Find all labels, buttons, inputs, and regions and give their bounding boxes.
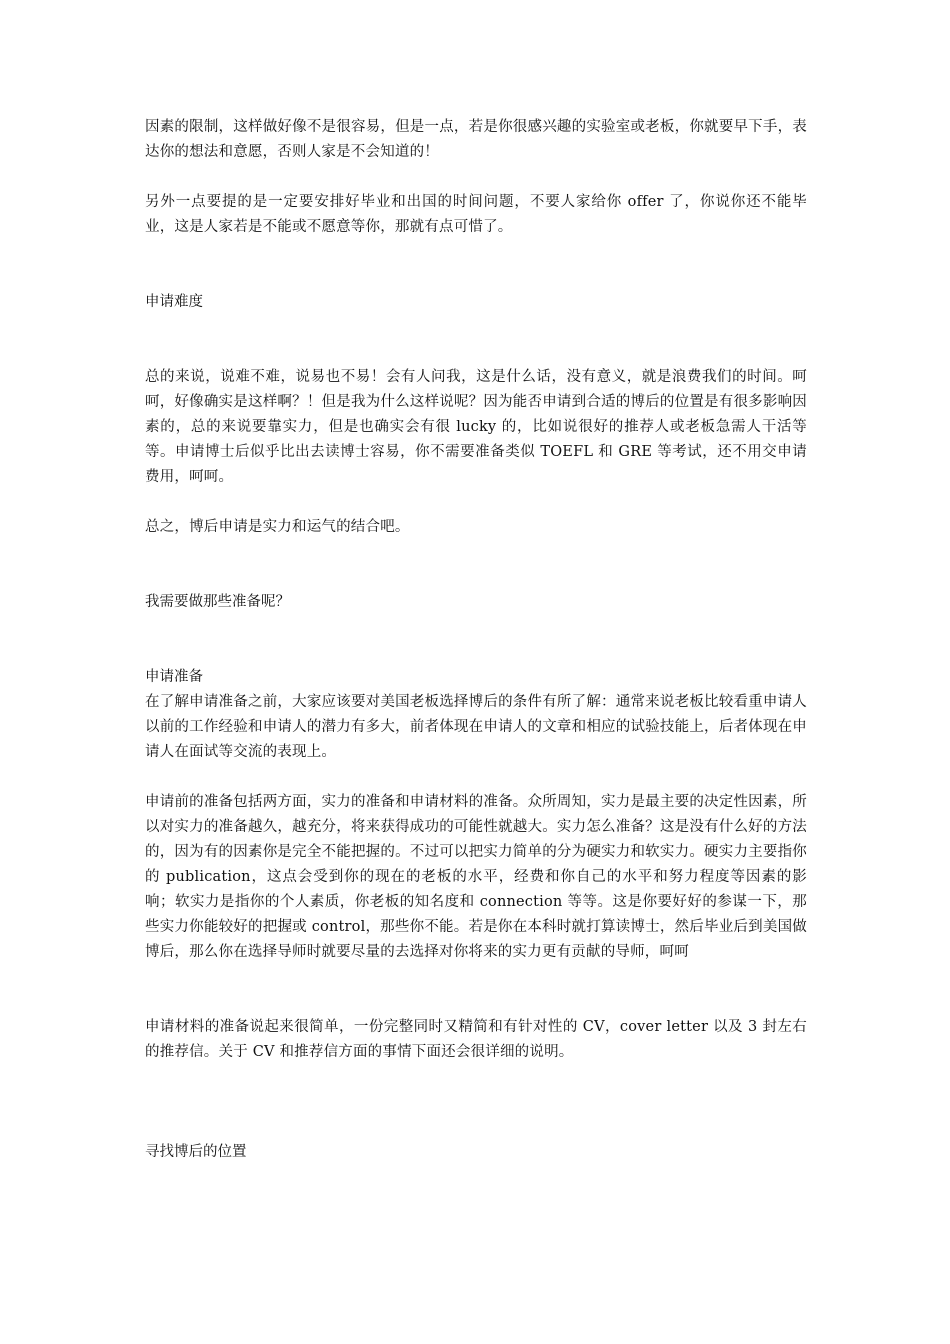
section-heading-preparation: 申请准备 (145, 669, 203, 685)
paragraph-conclusion: 总之，博后申请是实力和运气的结合吧。 (145, 519, 410, 535)
paragraph-materials: 申请材料的准备说起来很简单，一份完整同时又精简和有针对性的 CV，cover letter 以及 3 封左右的推荐信。关于 CV 和推荐信方面的事情下面还会很详细的说明。 (145, 1019, 807, 1060)
section-heading-finding-position: 寻找博后的位置 (145, 1144, 247, 1160)
paragraph-graduation-timing: 另外一点要提的是一定要安排好毕业和出国的时间问题，不要人家给你 offer 了，你说你还不能毕业，这是人家若是不能或不愿意等你，那就有点可惜了。 (145, 194, 807, 235)
paragraph-strength-preparation: 申请前的准备包括两方面，实力的准备和申请材料的准备。众所周知，实力是最主要的决定性因素，所以对实力的准备越久，越充分，将来获得成功的可能性就越大。实力怎么准备？这是没有什么好的方法的，因为有的因素你是完全不能把握的。不过可以把实力简单的分为硬实力和软实力。硬实力主要指你的 publication，这点会受到你的现在的老板的水平，经费和你自己的水平和努力程度等因素的影响；软实力是指你的个人素质，你老板的知名度和 connection 等等。这是你要好好的参谋一下，那些实力你能较好的把握或 control，那些你不能。若是你在本科时就打算读博士，然后毕业后到美国做博后，那么你在选择导师时就要尽量的去选择对你将来的实力更有贡献的导师，呵呵 (145, 794, 807, 960)
paragraph-preparation-criteria: 在了解申请准备之前，大家应该要对美国老板选择博后的条件有所了解：通常来说老板比较看重申请人以前的工作经验和申请人的潜力有多大，前者体现在申请人的文章和相应的试验技能上，后者体现在申请人在面试等交流的表现上。 (145, 694, 807, 760)
section-heading-question: 我需要做那些准备呢？ (145, 594, 290, 610)
paragraph-lab-contact: 因素的限制，这样做好像不是很容易，但是一点，若是你很感兴趣的实验室或老板，你就要早下手，表达你的想法和意愿，否则人家是不会知道的！ (145, 119, 807, 160)
section-heading-difficulty: 申请难度 (145, 294, 203, 310)
paragraph-difficulty: 总的来说，说难不难，说易也不易！会有人问我，这是什么话，没有意义，就是浪费我们的时间。呵呵，好像确实是这样啊？！但是我为什么这样说呢？因为能否申请到合适的博后的位置是有很多影响因素的，总的来说要靠实力，但是也确实会有很 lucky 的，比如说很好的推荐人或老板急需人干活等等。申请博士后似乎比出去读博士容易，你不需要准备类似 TOEFL 和 GRE 等考试，还不用交申请费用，呵呵。 (145, 369, 807, 485)
